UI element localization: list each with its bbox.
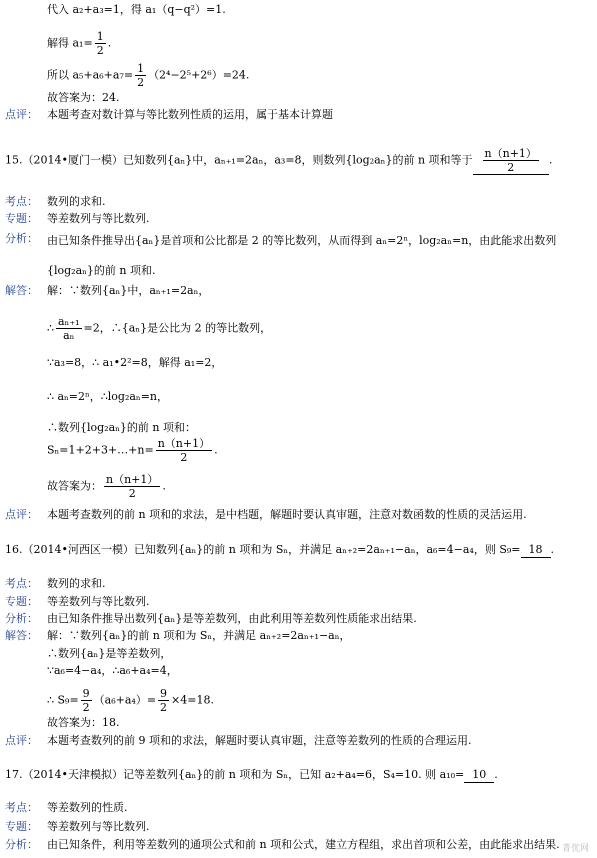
fraction: $\frac{n(n+1)}{2}$ <box>157 437 211 464</box>
kaodian-text: 数列的求和. <box>47 577 106 590</box>
answer-blank: 18 <box>521 543 551 558</box>
label-fenxi: 分析： <box>5 232 38 245</box>
label-jieda: 解答： <box>5 284 38 297</box>
label-comment: 点评： <box>5 108 38 121</box>
solution-line: ∵a₃=8，∴ a₁•2²=8，解得 a₁=2， <box>47 356 223 369</box>
solution-line: 解：∵数列{aₙ}的前 n 项和为 Sₙ，并满足 aₙ₊₂=2aₙ₊₁−aₙ， <box>47 629 351 642</box>
solution-line: ∴数列{aₙ}是等差数列， <box>47 647 172 660</box>
fraction: $\frac{1}{2}$ <box>137 62 145 89</box>
solution-line: 所以 a₅+a₆+a₇= $\frac{1}{2}$ （2⁴−2⁵+2⁶）=24. <box>47 62 250 89</box>
label-comment: 点评： <box>5 734 38 747</box>
zhuanti-text: 等差数列与等比数列. <box>47 595 150 608</box>
label-fenxi: 分析： <box>5 612 38 625</box>
label-zhuanti: 专题： <box>5 212 38 225</box>
question-16-stem: 16.（2014•河西区一模）已知数列{aₙ}的前 n 项和为 Sₙ，并满足 aₙ₊₂=2aₙ₊₁−aₙ，a₆=4−a₄，则 S₉= 18 . <box>5 543 554 556</box>
label-kaodian: 考点： <box>5 801 38 814</box>
solution-line: 代入 a₂+a₃=1，得 a₁（q−q²）=1. <box>47 3 226 16</box>
label-kaodian: 考点： <box>5 195 38 208</box>
solution-line: Sₙ=1+2+3+…+n= $\frac{n(n+1)}{2}$ . <box>47 437 218 464</box>
solution-line: ∴ $\frac{\text{aₙ₊₁}}{\text{aₙ}}$ =2，∴{aₙ}是公比为 2 的等比数列， <box>47 315 272 342</box>
label-comment: 点评： <box>5 508 38 521</box>
comment-text: 本题考查数列的前 n 项和的求法，是中档题，解题时要认真审题，注意对数函数的性质的灵活运用. <box>47 508 527 521</box>
label-jieda: 解答： <box>5 629 38 642</box>
fraction: $\frac{1}{2}$ <box>96 30 104 57</box>
answer-blank <box>473 147 549 175</box>
label-zhuanti: 专题： <box>5 595 38 608</box>
solution-line: ∴ S₉= $\frac{9}{2}$ （a₆+a₄）= $\frac{9}{2}$ ×4=18. <box>47 687 214 714</box>
kaodian-text: 等差数列的性质. <box>47 801 128 814</box>
question-17-stem: 17.（2014•天津模拟）记等差数列{aₙ}的前 n 项和为 Sₙ，已知 a₂+a₄=6，S₄=10. 则 a₁₀= 10 . <box>5 768 498 781</box>
solution-line: ∴数列{log₂aₙ}的前 n 项和： <box>47 421 196 434</box>
fraction: $\frac{n(n+1)}{2}$ <box>106 473 159 500</box>
watermark: 菁优网 <box>561 844 589 854</box>
fraction: $\frac{9}{2}$ <box>160 687 168 714</box>
label-zhuanti: 专题： <box>5 820 38 833</box>
solution-line: 故答案为：24. <box>47 91 120 104</box>
fraction: $\frac{9}{2}$ <box>82 687 90 714</box>
answer-blank: 10 <box>464 768 494 783</box>
fenxi-text: 由已知条件推导出数列{aₙ}是等差数列，由此利用等差数列性质能求出结果. <box>47 612 417 625</box>
zhuanti-text: 等差数列与等比数列. <box>47 212 150 225</box>
solution-line: 解得 a₁= $\frac{1}{2}$ . <box>47 30 112 57</box>
fenxi-text: {log₂aₙ}的前 n 项和. <box>47 264 156 277</box>
zhuanti-text: 等差数列与等比数列. <box>47 820 150 833</box>
solution-line: ∵a₆=4−a₄，∴a₆+a₄=4， <box>47 664 178 677</box>
solution-line: 故答案为： $\frac{n(n+1)}{2}$ . <box>47 473 166 500</box>
fraction: $\frac{n(n+1)}{2}$ <box>484 147 537 174</box>
kaodian-text: 数列的求和. <box>47 195 106 208</box>
fraction: $\frac{\text{aₙ₊₁}}{\text{aₙ}}$ <box>58 315 80 342</box>
comment-text: 本题考查数列的前 9 项和的求法，解题时要认真审题，注意等差数列的性质的合理运用. <box>47 734 472 747</box>
solution-line: 故答案为：18. <box>47 716 120 729</box>
solution-line: ∴ aₙ=2ⁿ，∴log₂aₙ=n， <box>47 390 168 403</box>
label-fenxi: 分析： <box>5 838 38 851</box>
question-15-stem: 15.（2014•厦门一模）已知数列{aₙ}中，aₙ₊₁=2aₙ，a₃=8，则数列{log₂aₙ}的前 n 项和等于 $\frac{n(n+1)}{2}$ . <box>5 147 553 174</box>
comment-text: 本题考查对数计算与等比数列性质的运用，属于基本计算题 <box>47 108 333 121</box>
solution-line: 解：∵数列{aₙ}中，aₙ₊₁=2aₙ， <box>47 284 210 297</box>
label-kaodian: 考点： <box>5 577 38 590</box>
fenxi-text: 由已知条件，利用等差数列的通项公式和前 n 项和公式，建立方程组，求出首项和公差，由此能求出结果. <box>47 838 560 851</box>
fenxi-text: 由已知条件推导出{aₙ}是首项和公比都是 2 的等比数列，从而得到 aₙ=2ⁿ，log₂aₙ=n，由此能求出数列 <box>47 234 557 247</box>
